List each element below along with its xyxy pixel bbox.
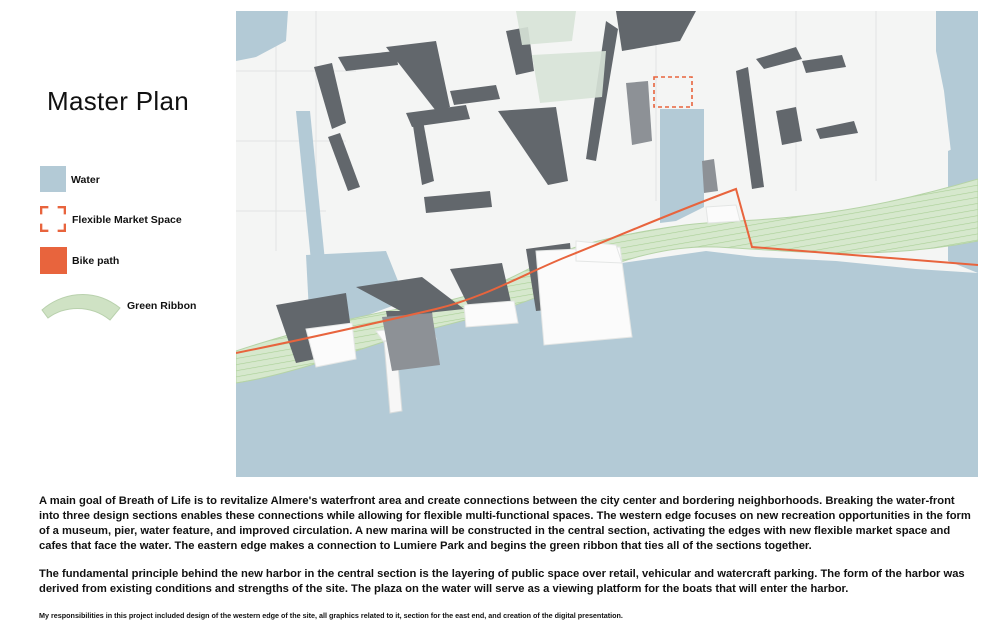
market-space-swatch [40, 206, 66, 232]
legend-label-water: Water [71, 174, 100, 186]
page-title: Master Plan [47, 86, 190, 116]
description-paragraph-1: A main goal of Breath of Life is to revitalize Almere's waterfront area and create connections between the city center and bordering neighborhoods. Breaking the water-front into three design sections enables these connections while allowing for flexible multi-functional spaces. The western edge focuses on new recreation opportunities in the form of a museum, pier, water feature, and improved circulation. A new marina will be constructed in the central section, activating the edges with new flexible market space and cafes that face the water. The eastern edge makes a connection to Lumiere Park and begins the green ribbon that ties all of the sections together. [39, 495, 971, 552]
legend-label-ribbon: Green Ribbon [127, 300, 197, 312]
legend-label-bike: Bike path [72, 255, 120, 267]
legend-label-market: Flexible Market Space [72, 214, 182, 226]
water-swatch [40, 166, 66, 192]
flexible-market-space [654, 77, 692, 107]
footnote: My responsibilities in this project included design of the western edge of the site, all graphics related to it, section for the east end, and creation of the digital presentation. [39, 611, 623, 620]
master-plan-map [236, 11, 978, 477]
description-paragraph-2: The fundamental principle behind the new harbor in the central section is the layering of public space over retail, vehicular and watercraft parking. The form of the harbor was derived from existing conditions and strengths of the site. The plaza on the water will serve as a viewing platform for the boats that will enter the harbor. [39, 568, 965, 595]
north-west-water [236, 11, 288, 61]
green-ribbon-swatch [40, 288, 124, 322]
marina-water [660, 109, 704, 223]
bike-path-swatch [40, 247, 67, 274]
